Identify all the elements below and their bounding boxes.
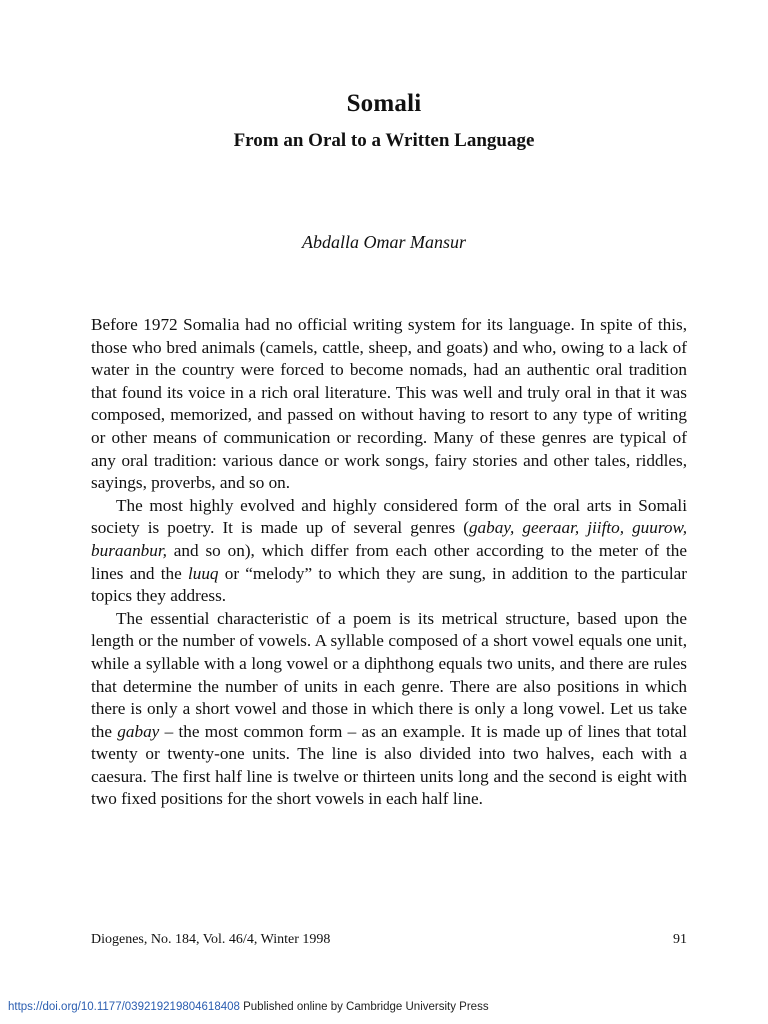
italic-term: gabay [117, 721, 160, 741]
page-footer [91, 932, 687, 948]
text-run: and so on), which differ from each other according to the meter of the lines and the [91, 540, 687, 583]
text-run: The essential characteristic of a poem is its metrical structure, based upon the length or the number of vowels. A syllable composed of a short vowel equals one unit, while a syllable with a long vowel or a diphthong equals two units, and there are rules that determine the number of units in each genre. There are also positions in which there is only a short vowel and those in which there is only a long vowel. Let us take the [91, 608, 687, 741]
text-run: Before 1972 Somalia had no official writing system for its language. In spite of this, those who bred animals (camels, cattle, sheep, and goats) and who, owing to a lack of water in the country were forced to become nomads, had an authentic oral tradition that found its voice in a rich oral literature. This was well and truly oral in that it was composed, memorized, and passed on without having to resort to any type of writing or other means of communication or recording. Many of these genres are typical of any oral tradition: various dance or work songs, fairy stories and other tales, riddles, sayings, proverbs, and so on. [91, 315, 687, 493]
italic-term: gabay, geeraar, jiifto, guurow, buraanbur, [91, 518, 687, 560]
body-paragraph [91, 495, 687, 608]
journal-citation: Diogenes, No. 184, Vol. 46/4, Winter 1998 [91, 932, 331, 947]
article-subtitle: From an Oral to a Written Language [233, 130, 535, 151]
published-online-text: Published online by Cambridge University Press [239, 1001, 489, 1013]
doi-link[interactable]: https://doi.org/10.1177/039219219804618408 [8, 1001, 240, 1013]
italic-term: luuq [187, 563, 219, 583]
page-number: 91 [673, 932, 687, 947]
article-body [91, 314, 687, 811]
body-paragraph [91, 608, 687, 811]
text-run: or “melody” to which they are sung, in addition to the particular topics they address. [91, 563, 687, 606]
article-title: Somali [346, 90, 422, 117]
body-paragraph [91, 314, 687, 495]
author-name: Abdalla Omar Mansur [301, 232, 466, 252]
text-run: The most highly evolved and highly considered form of the oral arts in Somali society is poetry. It is made up of several genres ( [91, 495, 687, 538]
text-run: – the most common form – as an example. It is made up of lines that total twenty or twenty-one units. The line is also divided into two halves, each with a caesura. The first half line is twelve or thirteen units long and the second is eight with two fixed positions for the short vowels in each half line. [91, 721, 687, 809]
publisher-banner [8, 1001, 489, 1013]
